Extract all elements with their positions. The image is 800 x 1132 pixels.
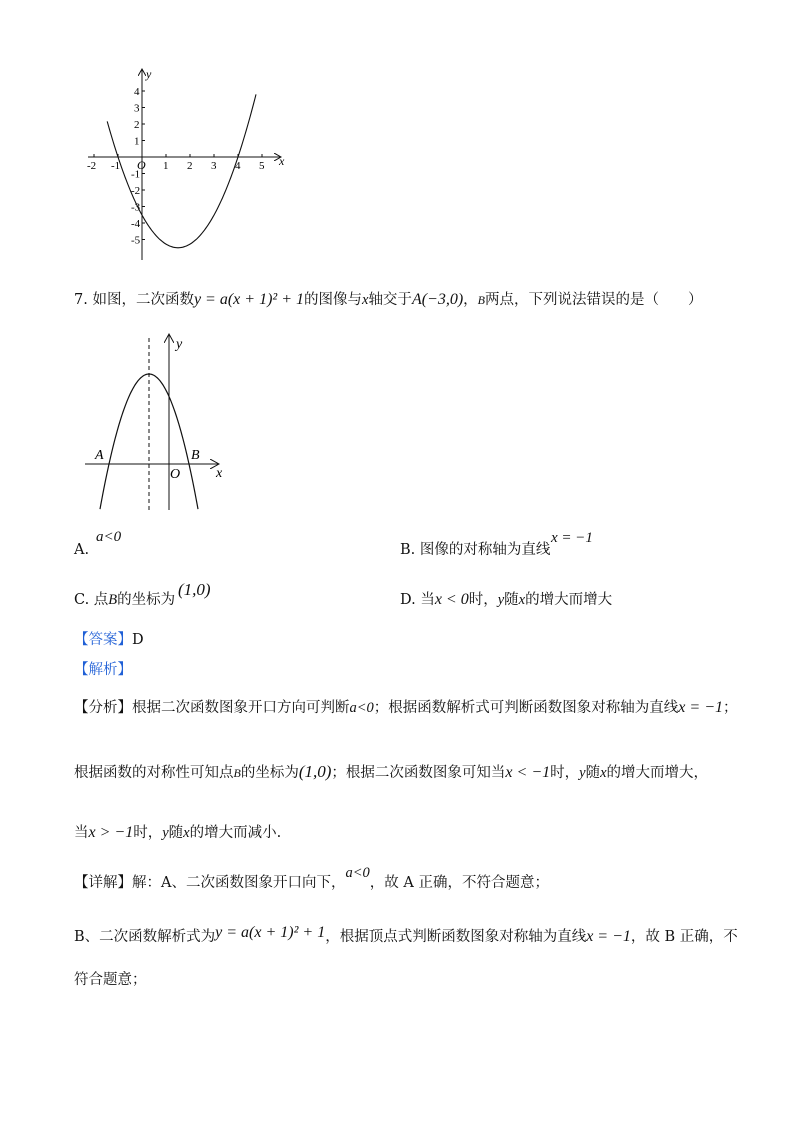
option-d-text3: 随	[504, 592, 519, 608]
answer-value: D	[132, 632, 144, 648]
fenxi-line-2	[74, 762, 708, 783]
option-a-math: a<0	[96, 529, 122, 545]
fenxi-l2-v1: B	[233, 766, 241, 780]
answer	[74, 630, 144, 650]
fenxi-l3-t1: 当	[74, 825, 89, 841]
parabola-curve	[107, 94, 256, 247]
option-d-label: D.	[400, 592, 416, 608]
x-tick-label: 5	[259, 160, 265, 172]
option-b-label: B.	[400, 542, 416, 558]
fenxi-tag: 【分析】	[74, 700, 132, 716]
x-tick-label: 2	[187, 160, 193, 172]
fenxi-l2-v3: x	[600, 765, 607, 781]
q7-b-var: B	[477, 293, 486, 307]
xiangjie-l1-t1: 解：A、二次函数图象开口向下，	[132, 875, 346, 891]
q7-formula: y = a(x + 1)² + 1	[193, 291, 304, 308]
xiangjie-line-3	[74, 970, 147, 990]
option-c-math: (1,0)	[178, 580, 211, 599]
fenxi-l3-t4: 的增大而减小.	[189, 825, 282, 841]
fenxi-l2-t6: 的增大而增大，	[606, 765, 708, 781]
origin-label: O	[137, 158, 146, 172]
y-tick-label: -1	[131, 168, 141, 181]
fenxi-l1-t2: ；根据函数解析式可判断函数图象对称轴为直线	[373, 700, 679, 716]
y-tick-label: -3	[131, 201, 141, 214]
y-tick-label: 3	[134, 102, 140, 115]
option-d-y: y	[497, 592, 505, 608]
xiangjie-l3-t1: 符合题意；	[74, 972, 147, 988]
x-tick-label: -2	[87, 160, 97, 172]
option-c-var: B	[108, 592, 118, 608]
q7-x-var: x	[362, 292, 369, 308]
x-tick-label: 3	[211, 160, 217, 172]
option-d-x: x	[518, 592, 526, 608]
fenxi-l1-m1: a<0	[349, 700, 374, 716]
xiangjie-l2-m1: y = a(x + 1)² + 1	[215, 924, 326, 941]
x-tick-label: -1	[111, 160, 121, 172]
xiangjie-l2-m2: x = −1	[586, 928, 631, 945]
label-a: A	[95, 448, 104, 463]
fenxi-l3-v1: y	[162, 825, 169, 841]
xiangjie-line-2	[74, 924, 738, 947]
fenxi-line-3	[74, 823, 281, 843]
answer-tag: 【答案】	[74, 632, 132, 648]
q7-mid2: 轴交于	[368, 292, 412, 308]
y-tick-label: 4	[134, 86, 140, 98]
q7-point-a: A(−3,0)	[411, 291, 464, 308]
option-d-math: x < 0	[434, 591, 469, 608]
option-d	[400, 590, 612, 610]
xiangjie-l2-t3: ，故 B 正确，不	[630, 929, 738, 945]
y-tick-label: 2	[134, 119, 140, 131]
fenxi-l1-t3: ；	[723, 700, 738, 716]
option-c-text2: 的坐标为	[117, 592, 176, 608]
graph-2	[80, 330, 240, 515]
graph-1	[80, 60, 300, 270]
x-axis-label: x	[279, 154, 285, 168]
option-c	[74, 590, 175, 610]
option-b-text: 图像的对称轴为直线	[419, 542, 551, 558]
x-tick-label: 1	[163, 160, 169, 172]
fenxi-l3-t2: 时，	[133, 825, 163, 841]
x-tick-label: 4	[235, 160, 241, 172]
xiangjie-l1-t2: ，故 A 正确，不符合题意；	[369, 875, 549, 891]
analysis-tag: 【解析】	[74, 662, 132, 678]
y-tick-label: -2	[131, 185, 141, 197]
xiangjie-l2-t2: ，根据顶点式判断函数图象对称轴为直线	[325, 929, 587, 945]
label-y: y	[176, 337, 183, 352]
y-tick-label: 1	[134, 135, 140, 148]
fenxi-l2-t3: ；根据二次函数图象可知当	[331, 765, 506, 781]
xiangjie-l1-m1: a<0	[345, 865, 370, 881]
fenxi-l2-t2: 的坐标为	[240, 765, 299, 781]
fenxi-l2-m1: (1,0)	[298, 762, 332, 781]
label-b: B	[191, 448, 200, 463]
label-x: x	[216, 466, 223, 481]
fenxi-l2-t1: 根据函数的对称性可知点	[74, 765, 234, 781]
q7-mid: 的图像与	[304, 292, 362, 308]
q7-comma: ，	[463, 292, 478, 308]
y-tick-label: -4	[131, 218, 141, 230]
fenxi-l2-t4: 时，	[550, 765, 580, 781]
option-d-text2: 时，	[468, 592, 498, 608]
xiangjie-line-1	[74, 865, 549, 893]
y-tick-label: -5	[131, 234, 141, 247]
fenxi-l2-m2: x < −1	[505, 764, 551, 781]
fenxi-l3-v2: x	[183, 825, 190, 841]
fenxi-l2-v2: y	[579, 765, 586, 781]
question-7	[74, 290, 703, 310]
option-c-text1: 点	[93, 592, 109, 608]
fenxi-l1-t1: 根据二次函数图象开口方向可判断	[132, 700, 350, 716]
q7-suffix: 两点，下列说法错误的是（ ）	[485, 292, 703, 308]
option-d-text4: 的增大而增大	[525, 592, 613, 608]
option-d-text1: 当	[420, 592, 435, 608]
fenxi-l1-m2: x = −1	[678, 699, 723, 716]
option-c-label: C.	[74, 592, 90, 608]
fenxi-l3-m1: x > −1	[88, 824, 134, 841]
option-a	[74, 540, 89, 560]
option-b-math: x = −1	[551, 530, 593, 546]
xiangjie-l2-t1: B、二次函数解析式为	[74, 929, 216, 945]
xiangjie-tag: 【详解】	[74, 875, 132, 891]
option-a-label: A.	[74, 542, 90, 558]
fenxi-l2-t5: 随	[585, 765, 601, 781]
y-axis-label: y	[146, 67, 152, 81]
q7-prefix: 7. 如图，二次函数	[74, 292, 194, 308]
fenxi-l3-t3: 随	[168, 825, 184, 841]
option-b	[400, 540, 550, 560]
fenxi-line-1	[74, 698, 738, 718]
label-o: O	[170, 467, 181, 482]
